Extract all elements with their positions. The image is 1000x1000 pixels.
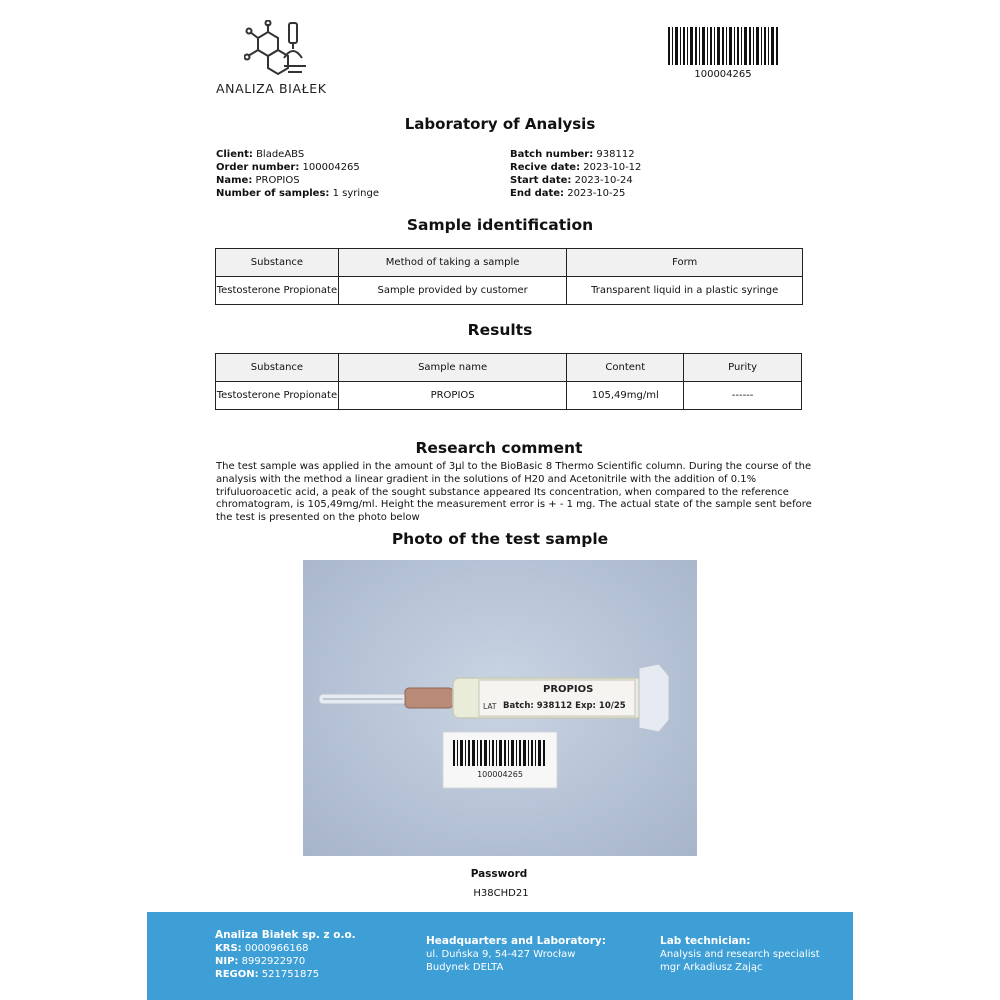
footer-tech-title: Lab technician: (660, 935, 751, 947)
results-table (215, 353, 802, 410)
name-value: PROPIOS (255, 175, 300, 186)
table-header-cell: Substance (216, 249, 339, 277)
batch-value: 938112 (596, 149, 635, 160)
samples-value: 1 syringe (332, 188, 379, 199)
table-header-cell: Substance (216, 354, 339, 382)
company-logo (216, 20, 366, 100)
table-header-cell: Content (567, 354, 684, 382)
order-info-right (510, 148, 641, 200)
footer-tech-name: mgr Arkadiusz Zając (660, 962, 763, 973)
order-number-value: 100004265 (302, 162, 360, 173)
name-label: Name: (216, 175, 253, 186)
krs-value: 0000966168 (244, 943, 309, 954)
password-label: Password (470, 868, 528, 880)
table-row (216, 277, 803, 305)
footer-company-info (215, 929, 356, 981)
client-value: BladeABS (256, 149, 305, 160)
samples-label: Number of samples: (216, 188, 330, 199)
page-title: Laboratory of Analysis (404, 115, 596, 133)
table-cell: PROPIOS (338, 382, 567, 410)
start-date-value: 2023-10-24 (574, 175, 633, 186)
table-header-cell: Purity (684, 354, 802, 382)
table-cell: Testosterone Propionate (216, 382, 339, 410)
receive-date-label: Recive date: (510, 162, 581, 173)
receive-date-value: 2023-10-12 (583, 162, 642, 173)
logo-text: ANALIZA BIAŁEK (216, 81, 327, 96)
molecule-microscope-icon (244, 20, 310, 78)
footer-lab-technician (660, 935, 820, 974)
nip-value: 8992922970 (241, 956, 306, 967)
order-number-label: Order number: (216, 162, 300, 173)
client-label: Client: (216, 149, 253, 160)
syringe-label-name: PROPIOS (543, 684, 594, 695)
regon-value: 521751875 (261, 969, 320, 980)
batch-label: Batch number: (510, 149, 594, 160)
footer (147, 912, 853, 1000)
sample-photo (303, 560, 697, 856)
photo-title: Photo of the test sample (391, 530, 609, 548)
research-comment-title: Research comment (415, 439, 583, 457)
table-header-row (216, 249, 803, 277)
table-header-cell: Sample name (338, 354, 567, 382)
photo-barcode-number: 100004265 (477, 770, 523, 779)
regon-label: REGON: (215, 969, 259, 980)
footer-company-name: Analiza Białek sp. z o.o. (215, 929, 356, 941)
nip-label: NIP: (215, 956, 239, 967)
end-date-value: 2023-10-25 (567, 188, 626, 199)
results-title: Results (467, 321, 533, 339)
table-cell: ------ (684, 382, 802, 410)
start-date-label: Start date: (510, 175, 572, 186)
sample-identification-table (215, 248, 803, 305)
research-comment-text: The test sample was applied in the amount of 3µl to the BioBasic 8 Thermo Scientific column. During the course of the analysis with the method a linear gradient in the solutions of H20 and Acetonitrile with the addition of 0.1% trifuluoroacetic acid, a peak of the sought substance appeared Its concentration, when compared to the reference chromatogram, is 105,49mg/ml. Height the measurement error is + - 1 mg. The actual state of the sample sent before the test is presented on the photo below (216, 461, 812, 524)
table-header-cell: Form (567, 249, 803, 277)
footer-hq-address: ul. Duńska 9, 54-427 Wrocław (426, 949, 576, 960)
table-header-row (216, 354, 802, 382)
order-barcode (668, 27, 778, 83)
syringe-image (303, 560, 697, 856)
footer-tech-role: Analysis and research specialist (660, 949, 820, 960)
table-header-cell: Method of taking a sample (338, 249, 567, 277)
table-cell: Testosterone Propionate (216, 277, 339, 305)
table-cell: Transparent liquid in a plastic syringe (567, 277, 803, 305)
sample-identification-title: Sample identification (406, 216, 594, 234)
table-cell: 105,49mg/ml (567, 382, 684, 410)
table-cell: Sample provided by customer (338, 277, 567, 305)
password-value: H38CHD21 (473, 888, 529, 899)
krs-label: KRS: (215, 943, 242, 954)
barcode-icon (668, 27, 778, 65)
footer-hq-title: Headquarters and Laboratory: (426, 935, 606, 947)
table-row (216, 382, 802, 410)
syringe-label-lat: LAT (483, 702, 497, 711)
order-info-left (216, 148, 379, 200)
end-date-label: End date: (510, 188, 565, 199)
barcode-number: 100004265 (694, 69, 752, 80)
footer-hq-building: Budynek DELTA (426, 962, 504, 973)
syringe-label-batch: Batch: 938112 Exp: 10/25 (503, 701, 626, 711)
footer-headquarters (426, 935, 606, 974)
